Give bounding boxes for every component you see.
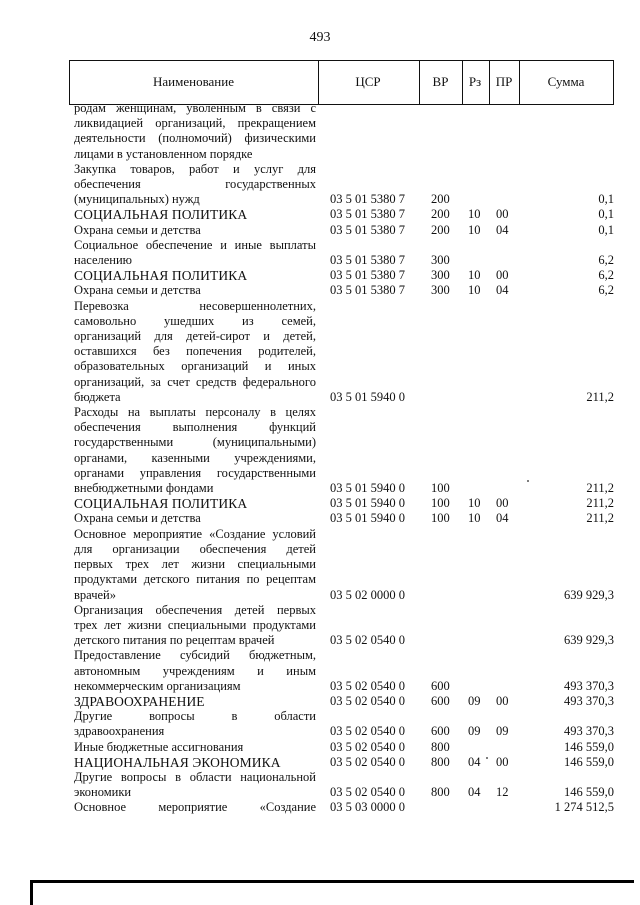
row-name (74, 800, 316, 815)
header-vr: ВР (432, 74, 449, 89)
row-name (74, 223, 316, 238)
row-name (74, 496, 316, 511)
row-name-line: автономным учреждениям и иным (74, 663, 316, 678)
table-row (74, 648, 614, 694)
row-name-line: деятельности (полномочий) физическими (74, 131, 316, 146)
row-name-line: самовольно ушедших из семей, (74, 313, 316, 328)
row-name (74, 648, 316, 694)
row-pr: 00 (496, 754, 509, 769)
table-row (74, 709, 614, 739)
row-vr: 300 (431, 268, 450, 283)
row-name-line: Охрана семьи и детства (74, 283, 201, 298)
row-sum: 211,2 (586, 496, 614, 511)
row-csr: 03 5 02 0540 0 (330, 785, 405, 800)
row-name-line: образовательных организаций и иных (74, 359, 316, 374)
row-name-line: бюджета (74, 389, 121, 404)
row-name (74, 207, 316, 222)
row-pr: 09 (496, 724, 509, 739)
row-pr: 00 (496, 496, 509, 511)
row-csr: 03 5 02 0540 0 (330, 678, 405, 693)
table-row (74, 496, 614, 511)
row-rz: 10 (468, 283, 481, 298)
row-name-line: СОЦИАЛЬНАЯ ПОЛИТИКА (74, 207, 248, 223)
row-name-line: Другие вопросы в области национальной (74, 769, 316, 784)
row-pr: 00 (496, 207, 509, 222)
row-vr: 200 (431, 222, 450, 237)
row-name-line: Предоставление субсидий бюджетным, (74, 648, 316, 663)
row-sum: 146 559,0 (564, 754, 614, 769)
row-name (74, 755, 316, 770)
row-sum: 6,2 (598, 253, 614, 268)
row-pr: 04 (496, 511, 509, 526)
row-vr: 100 (431, 511, 450, 526)
row-name-line: Основное мероприятие «Создание (74, 800, 316, 815)
row-csr: 03 5 03 0000 0 (330, 800, 405, 815)
scan-artifact (527, 480, 529, 482)
row-csr: 03 5 02 0540 0 (330, 693, 405, 708)
row-name-line: ликвидацией организаций, прекращением (74, 116, 316, 131)
row-name (74, 770, 316, 800)
table-row (74, 207, 614, 222)
row-name (74, 101, 316, 162)
row-name (74, 709, 316, 739)
row-name (74, 405, 316, 496)
row-name (74, 283, 316, 298)
table-row (74, 800, 614, 815)
row-name-line: экономики (74, 785, 132, 800)
row-name-line: детского питания по рецептам врачей (74, 633, 275, 648)
row-sum: 1 274 512,5 (554, 800, 614, 815)
row-name-line: врачей» (74, 587, 116, 602)
row-name-line: организаций, за счет средств федерального (74, 374, 316, 389)
row-rz: 09 (468, 693, 481, 708)
row-rz: 04 (468, 754, 481, 769)
row-csr: 03 5 01 5940 0 (330, 389, 405, 404)
table-row (74, 603, 614, 649)
row-vr: 100 (431, 481, 450, 496)
header-csr: ЦСР (355, 74, 381, 89)
row-name-line: оставшихся без попечения родителей, (74, 344, 316, 359)
row-name-line: для организации обеспечения детей (74, 541, 316, 556)
row-sum: 0,1 (598, 192, 614, 207)
header-pr: ПР (495, 74, 513, 89)
row-sum: 0,1 (598, 222, 614, 237)
row-name-line: населению (74, 253, 132, 268)
table-row (74, 223, 614, 238)
table-row (74, 238, 614, 268)
row-rz: 10 (468, 511, 481, 526)
table-row (74, 283, 614, 298)
row-name-line: некоммерческим организациям (74, 678, 241, 693)
row-name-line: НАЦИОНАЛЬНАЯ ЭКОНОМИКА (74, 754, 281, 770)
row-name-line: Социальное обеспечение и иные выплаты (74, 237, 316, 252)
row-name-line: организаций для детей-сирот и детей, (74, 329, 316, 344)
page-number: 493 (309, 30, 331, 45)
table-row (74, 162, 614, 208)
row-name (74, 299, 316, 405)
row-name-line: Охрана семьи и детства (74, 511, 201, 526)
row-name-line: родам женщинам, уволенным в связи с (74, 101, 316, 115)
row-vr: 800 (431, 739, 450, 754)
row-rz: 04 (468, 785, 481, 800)
row-name (74, 238, 316, 268)
row-sum: 211,2 (586, 511, 614, 526)
row-name-line: органами, казенными учреждениями, (74, 450, 316, 465)
row-vr: 200 (431, 207, 450, 222)
row-name-line: Перевозка несовершеннолетних, (74, 298, 316, 313)
row-sum: 493 370,3 (564, 678, 614, 693)
row-vr: 600 (431, 693, 450, 708)
row-name-line: трех лет жизни специальными продуктами (74, 617, 316, 632)
row-csr: 03 5 01 5380 7 (330, 222, 405, 237)
row-sum: 493 370,3 (564, 724, 614, 739)
row-name-line: обеспечения выполнения функций (74, 420, 316, 435)
row-rz: 10 (468, 222, 481, 237)
row-csr: 03 5 02 0000 0 (330, 587, 405, 602)
row-name-line: Основное мероприятие «Создание условий (74, 526, 316, 541)
row-csr: 03 5 01 5380 7 (330, 253, 405, 268)
row-name (74, 694, 316, 709)
row-csr: 03 5 01 5380 7 (330, 268, 405, 283)
row-name-line: СОЦИАЛЬНАЯ ПОЛИТИКА (74, 496, 248, 512)
row-sum: 6,2 (598, 283, 614, 298)
table-row (74, 694, 614, 709)
row-csr: 03 5 02 0540 0 (330, 739, 405, 754)
row-rz: 10 (468, 496, 481, 511)
row-sum: 639 929,3 (564, 587, 614, 602)
row-name-line: ЗДРАВООХРАНЕНИЕ (74, 693, 205, 709)
row-sum: 146 559,0 (564, 739, 614, 754)
row-name-line: Расходы на выплаты персоналу в целях (74, 405, 316, 420)
row-sum: 493 370,3 (564, 693, 614, 708)
row-name (74, 740, 316, 755)
row-vr: 600 (431, 678, 450, 693)
header-name: Наименование (153, 74, 234, 89)
row-name-line: продуктами детского питания по рецептам (74, 572, 316, 587)
table-row (74, 101, 614, 162)
row-csr: 03 5 02 0540 0 (330, 724, 405, 739)
row-name (74, 527, 316, 603)
table-row (74, 405, 614, 496)
row-sum: 211,2 (586, 481, 614, 496)
row-name-line: (муниципальных) нужд (74, 192, 200, 207)
scan-edge-bottom (30, 880, 634, 883)
row-name (74, 268, 316, 283)
table-row (74, 740, 614, 755)
row-name-line: лицами в установленном порядке (74, 146, 253, 161)
row-csr: 03 5 01 5380 7 (330, 192, 405, 207)
header-rz: Рз (468, 74, 482, 89)
row-pr: 04 (496, 222, 509, 237)
row-csr: 03 5 01 5940 0 (330, 511, 405, 526)
row-pr: 04 (496, 283, 509, 298)
row-vr: 800 (431, 785, 450, 800)
row-name-line: Охрана семьи и детства (74, 222, 201, 237)
header-border-right (613, 60, 614, 105)
row-name-line: Другие вопросы в области (74, 709, 316, 724)
row-name-line: Организация обеспечения детей первых (74, 602, 316, 617)
row-pr: 00 (496, 268, 509, 283)
row-vr: 600 (431, 724, 450, 739)
row-name-line: Закупка товаров, работ и услуг для (74, 161, 316, 176)
row-csr: 03 5 01 5380 7 (330, 207, 405, 222)
row-pr: 12 (496, 785, 509, 800)
row-rz: 10 (468, 207, 481, 222)
table-row (74, 755, 614, 770)
row-sum: 639 929,3 (564, 633, 614, 648)
table-row (74, 511, 614, 526)
row-name-line: здравоохранения (74, 724, 165, 739)
table-row (74, 268, 614, 283)
table-body (74, 101, 614, 816)
scan-artifact (486, 757, 488, 759)
row-vr: 300 (431, 253, 450, 268)
row-vr: 300 (431, 283, 450, 298)
row-csr: 03 5 02 0540 0 (330, 633, 405, 648)
row-pr: 00 (496, 693, 509, 708)
row-csr: 03 5 01 5380 7 (330, 283, 405, 298)
row-vr: 800 (431, 754, 450, 769)
header-sum: Сумма (547, 74, 585, 89)
row-rz: 09 (468, 724, 481, 739)
row-vr: 100 (431, 496, 450, 511)
row-sum: 6,2 (598, 268, 614, 283)
table-row (74, 299, 614, 405)
row-vr: 200 (431, 192, 450, 207)
table-row (74, 527, 614, 603)
row-name (74, 162, 316, 208)
row-name (74, 511, 316, 526)
row-sum: 211,2 (586, 389, 614, 404)
row-sum: 146 559,0 (564, 785, 614, 800)
row-name-line: Иные бюджетные ассигнования (74, 739, 244, 754)
table-row (74, 770, 614, 800)
row-sum: 0,1 (598, 207, 614, 222)
row-csr: 03 5 02 0540 0 (330, 754, 405, 769)
row-name-line: органами управления государственными (74, 465, 316, 480)
row-csr: 03 5 01 5940 0 (330, 496, 405, 511)
row-rz: 10 (468, 268, 481, 283)
row-csr: 03 5 01 5940 0 (330, 481, 405, 496)
row-name-line: СОЦИАЛЬНАЯ ПОЛИТИКА (74, 268, 248, 284)
row-name (74, 603, 316, 649)
scan-edge-left (30, 880, 33, 905)
row-name-line: государственными (муниципальными) (74, 435, 316, 450)
row-name-line: обеспечения государственных (74, 177, 316, 192)
header-border-top (69, 60, 614, 61)
row-name-line: первых трех лет жизни специальными (74, 557, 316, 572)
row-name-line: внебюджетными фондами (74, 481, 214, 496)
